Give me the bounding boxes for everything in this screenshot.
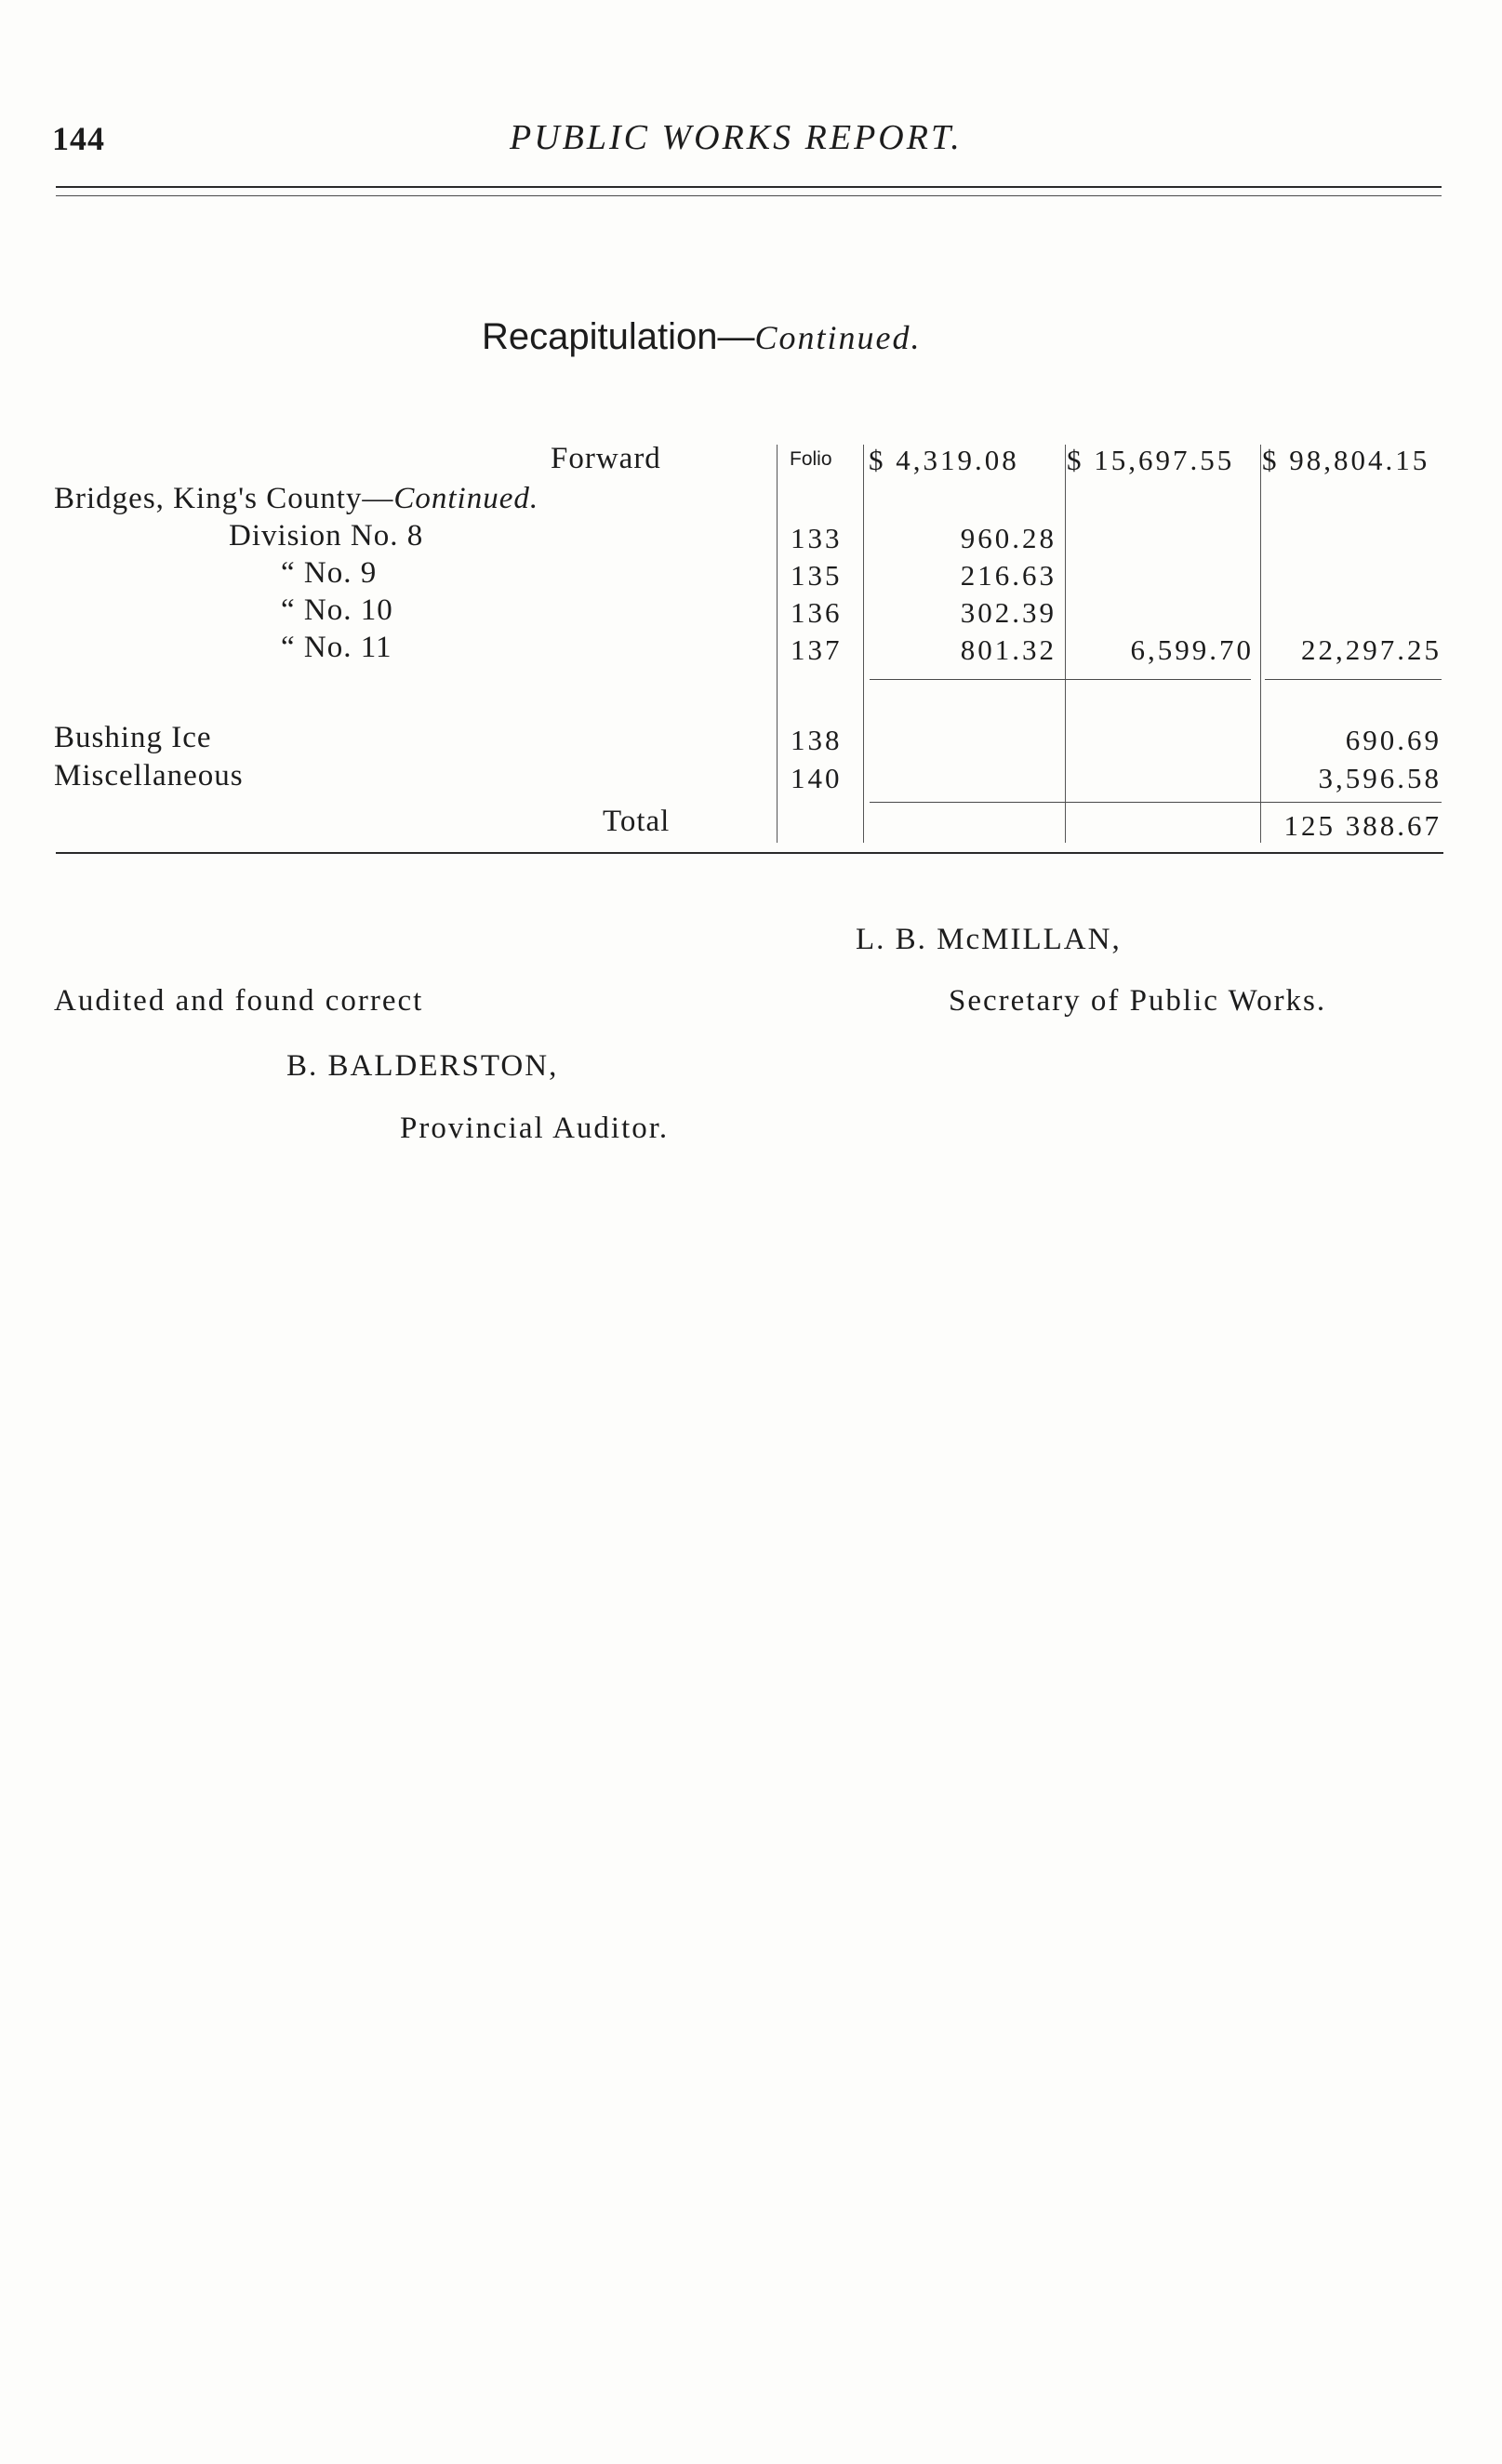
folio-header: Folio [790, 448, 832, 470]
section-label-continued: Continued. [393, 482, 539, 515]
section-label-text: Bridges, King's County— [54, 482, 394, 515]
title-continued: Continued. [754, 319, 922, 356]
forward-label: Forward [551, 442, 661, 475]
forward-col2: $ 15,697.55 [1067, 444, 1235, 476]
division-label-4: “ No. 11 [281, 631, 392, 664]
bridges-subtotal: 6,599.70 [1130, 633, 1254, 666]
division-folio-4: 137 [791, 633, 843, 666]
bridges-total-rule [1265, 679, 1442, 680]
section-label [54, 482, 538, 516]
recapitulation-title [482, 316, 922, 358]
page-number: 144 [52, 120, 105, 157]
audit-statement: Audited and found correct [54, 984, 424, 1018]
grand-total: 125 388.67 [1283, 809, 1442, 842]
auditor-title: Provincial Auditor. [400, 1112, 670, 1145]
division-label-1: Division No. 8 [229, 519, 424, 553]
amount-column-rule-3 [1260, 445, 1261, 843]
division-amount-2: 216.63 [960, 559, 1057, 592]
table-bottom-rule [56, 852, 1443, 854]
miscellaneous-label: Miscellaneous [54, 759, 244, 792]
miscellaneous-amount: 3,596.58 [1318, 762, 1442, 794]
bushing-ice-label: Bushing Ice [54, 721, 212, 754]
amount-column-rule-1 [863, 445, 864, 843]
bushing-ice-folio: 138 [791, 724, 843, 756]
division-label-3: “ No. 10 [281, 593, 393, 627]
running-title: PUBLIC WORKS REPORT. [510, 118, 963, 157]
division-folio-3: 136 [791, 596, 843, 629]
folio-column-rule [777, 445, 778, 843]
title-main: Recapitulation— [482, 316, 755, 357]
header-rule-top [56, 186, 1442, 188]
header-rule-bottom [56, 195, 1442, 196]
bushing-ice-amount: 690.69 [1345, 724, 1442, 756]
secretary-title: Secretary of Public Works. [949, 984, 1327, 1018]
forward-col3: $ 98,804.15 [1262, 444, 1430, 476]
bridges-subtotal-rule [870, 679, 1251, 680]
division-amount-1: 960.28 [960, 522, 1057, 554]
forward-col1: $ 4,319.08 [869, 444, 1019, 476]
bridges-total: 22,297.25 [1301, 633, 1442, 666]
division-folio-1: 133 [791, 522, 843, 554]
auditor-name: B. BALDERSTON, [286, 1049, 559, 1083]
division-folio-2: 135 [791, 559, 843, 592]
division-label-2: “ No. 9 [281, 556, 378, 590]
miscellaneous-folio: 140 [791, 762, 843, 794]
division-amount-4: 801.32 [960, 633, 1057, 666]
pre-total-rule [870, 802, 1442, 803]
division-amount-3: 302.39 [960, 596, 1057, 629]
secretary-name: L. B. McMILLAN, [856, 923, 1122, 956]
total-label: Total [603, 805, 671, 838]
amount-column-rule-2 [1065, 445, 1066, 843]
